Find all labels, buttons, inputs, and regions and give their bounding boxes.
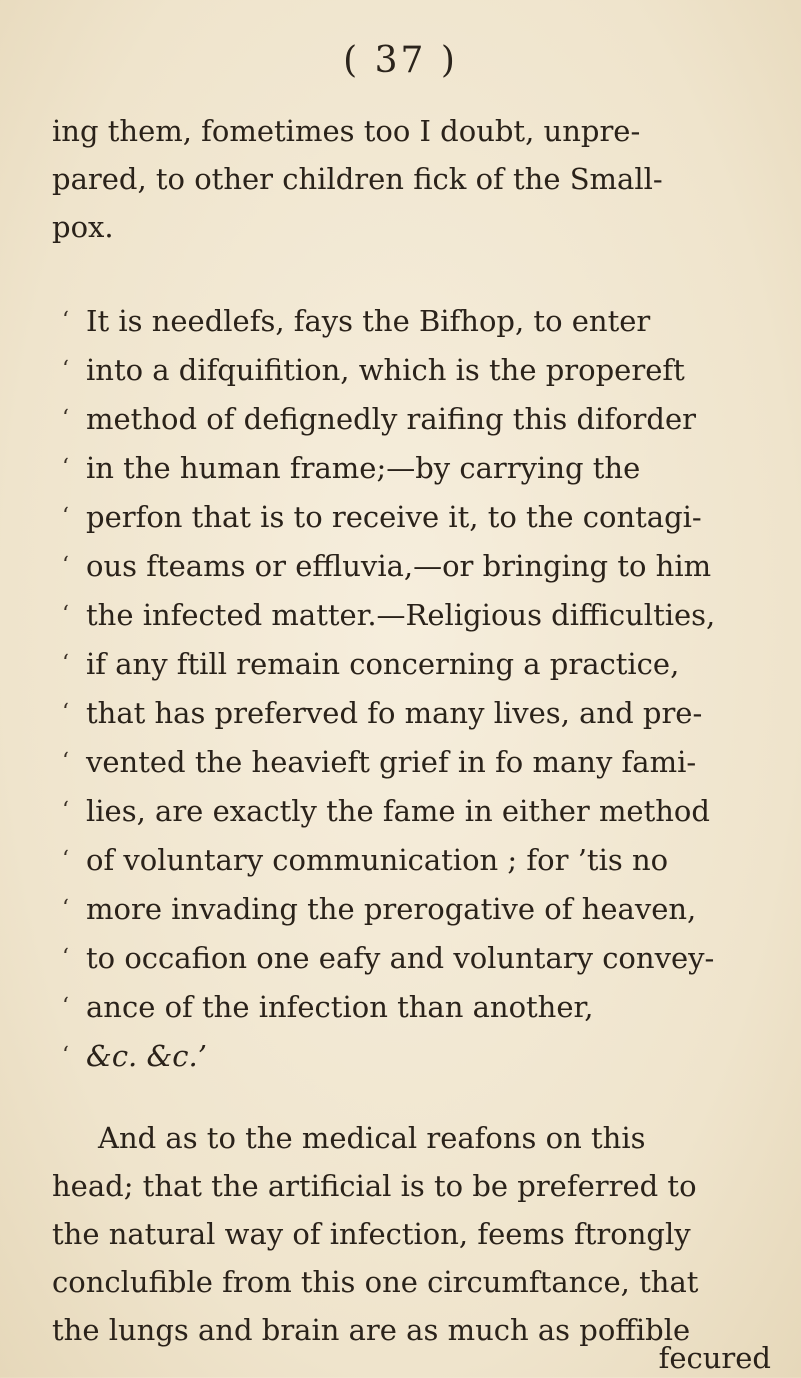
- text-line: the lungs and brain are as much as poffible: [52, 1313, 691, 1347]
- quote-line: to occafion one eafy and voluntary convey-: [86, 941, 715, 975]
- quote-line: lies, are exactly the fame in either method: [86, 794, 710, 828]
- quote-mark: ‘: [62, 602, 69, 627]
- quote-line: vented the heavieft grief in fo many fami-: [86, 745, 697, 779]
- quote-line: It is needlefs, fays the Bifhop, to enter: [86, 304, 651, 338]
- quote-mark: ‘: [62, 1043, 69, 1068]
- quote-line-etc: &c. &c.’: [86, 1039, 207, 1073]
- quote-line: more invading the prerogative of heaven,: [86, 892, 697, 926]
- quote-line: of voluntary communication ; for ’tis no: [86, 843, 669, 877]
- quote-mark: ‘: [62, 504, 69, 529]
- quote-mark: ‘: [62, 357, 69, 382]
- quote-mark: ‘: [62, 847, 69, 872]
- text-line: conclufible from this one circumftance, that: [52, 1265, 699, 1299]
- quote-mark: ‘: [62, 798, 69, 823]
- quote-line: if any ftill remain concerning a practice,: [86, 647, 680, 681]
- quote-mark: ‘: [62, 455, 69, 480]
- quote-line: the infected matter.—Religious difficulties,: [86, 598, 716, 632]
- page-number: ( 37 ): [343, 40, 458, 81]
- quote-mark: ‘: [62, 308, 69, 333]
- quote-mark: ‘: [62, 749, 69, 774]
- quote-line: ous fteams or effluvia,—or bringing to him: [86, 549, 712, 583]
- quote-mark: ‘: [62, 700, 69, 725]
- catchword: fecured: [658, 1341, 771, 1375]
- text-line: And as to the medical reafons on this: [98, 1121, 646, 1155]
- text-line: head; that the artificial is to be preferred to: [52, 1169, 697, 1203]
- quote-mark: ‘: [62, 553, 69, 578]
- quote-mark: ‘: [62, 896, 69, 921]
- quote-mark: ‘: [62, 945, 69, 970]
- quote-line: method of defignedly raifing this diforder: [86, 402, 696, 436]
- text-line: the natural way of infection, feems ftrongly: [52, 1217, 691, 1251]
- quote-mark: ‘: [62, 406, 69, 431]
- quote-line: that has preferved fo many lives, and pre-: [86, 696, 703, 730]
- quote-line: into a difquifition, which is the propereft: [86, 353, 685, 387]
- quote-line: ance of the infection than another,: [86, 990, 594, 1024]
- text-line: ing them, fometimes too I doubt, unpre-: [52, 114, 641, 148]
- quote-mark: ‘: [62, 651, 69, 676]
- quote-line: perfon that is to receive it, to the contagi-: [86, 500, 702, 534]
- quote-mark: ‘: [62, 994, 69, 1019]
- quote-line: in the human frame;—by carrying the: [86, 451, 641, 485]
- text-line: pox.: [52, 210, 114, 244]
- text-line: pared, to other children fick of the Small-: [52, 162, 663, 196]
